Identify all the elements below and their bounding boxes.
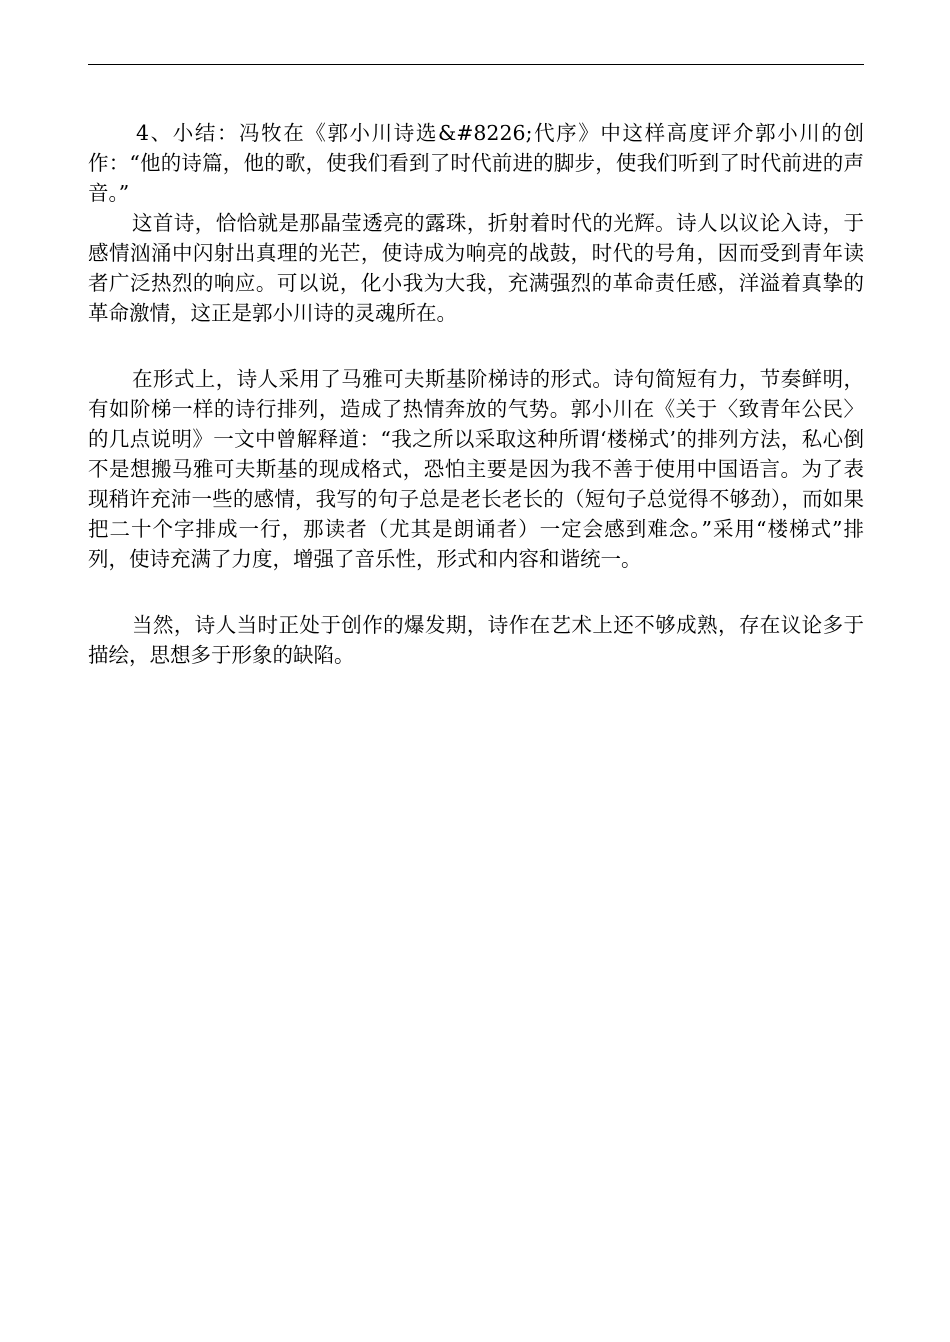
header-rule [88, 64, 864, 65]
paragraph-summary: 4、小结：冯牧在《郭小川诗选&#8226;代序》中这样高度评介郭小川的创作：“他的诗篇，他的歌，使我们看到了时代前进的脚步，使我们听到了时代前进的声音。” [88, 121, 864, 205]
paragraph-shortcoming: 当然，诗人当时正处于创作的爆发期，诗作在艺术上还不够成熟，存在议论多于描绘，思想多于形象的缺陷。 [88, 613, 864, 667]
document-body [88, 118, 864, 670]
paragraph-dewdrop: 这首诗，恰恰就是那晶莹透亮的露珠，折射着时代的光辉。诗人以议论入诗，于感情汹涌中闪射出真理的光芒，使诗成为响亮的战鼓，时代的号角，因而受到青年读者广泛热烈的响应。可以说，化小我为大我，充满强烈的革命责任感，洋溢着真挚的革命激情，这正是郭小川诗的灵魂所在。 [88, 211, 864, 325]
paragraph-form: 在形式上，诗人采用了马雅可夫斯基阶梯诗的形式。诗句简短有力，节奏鲜明，有如阶梯一样的诗行排列，造成了热情奔放的气势。郭小川在《关于〈致青年公民〉的几点说明》一文中曾解释道：“我之所以采取这种所谓‘楼梯式’的排列方法，私心倒不是想搬马雅可夫斯基的现成格式，恐怕主要是因为我不善于使用中国语言。为了表现稍许充沛一些的感情，我写的句子总是老长老长的（短句子总觉得不够劲），而如果把二十个字排成一行，那读者（尤其是朗诵者）一定会感到难念。”采用“楼梯式”排列，使诗充满了力度，增强了音乐性，形式和内容和谐统一。 [88, 367, 864, 571]
